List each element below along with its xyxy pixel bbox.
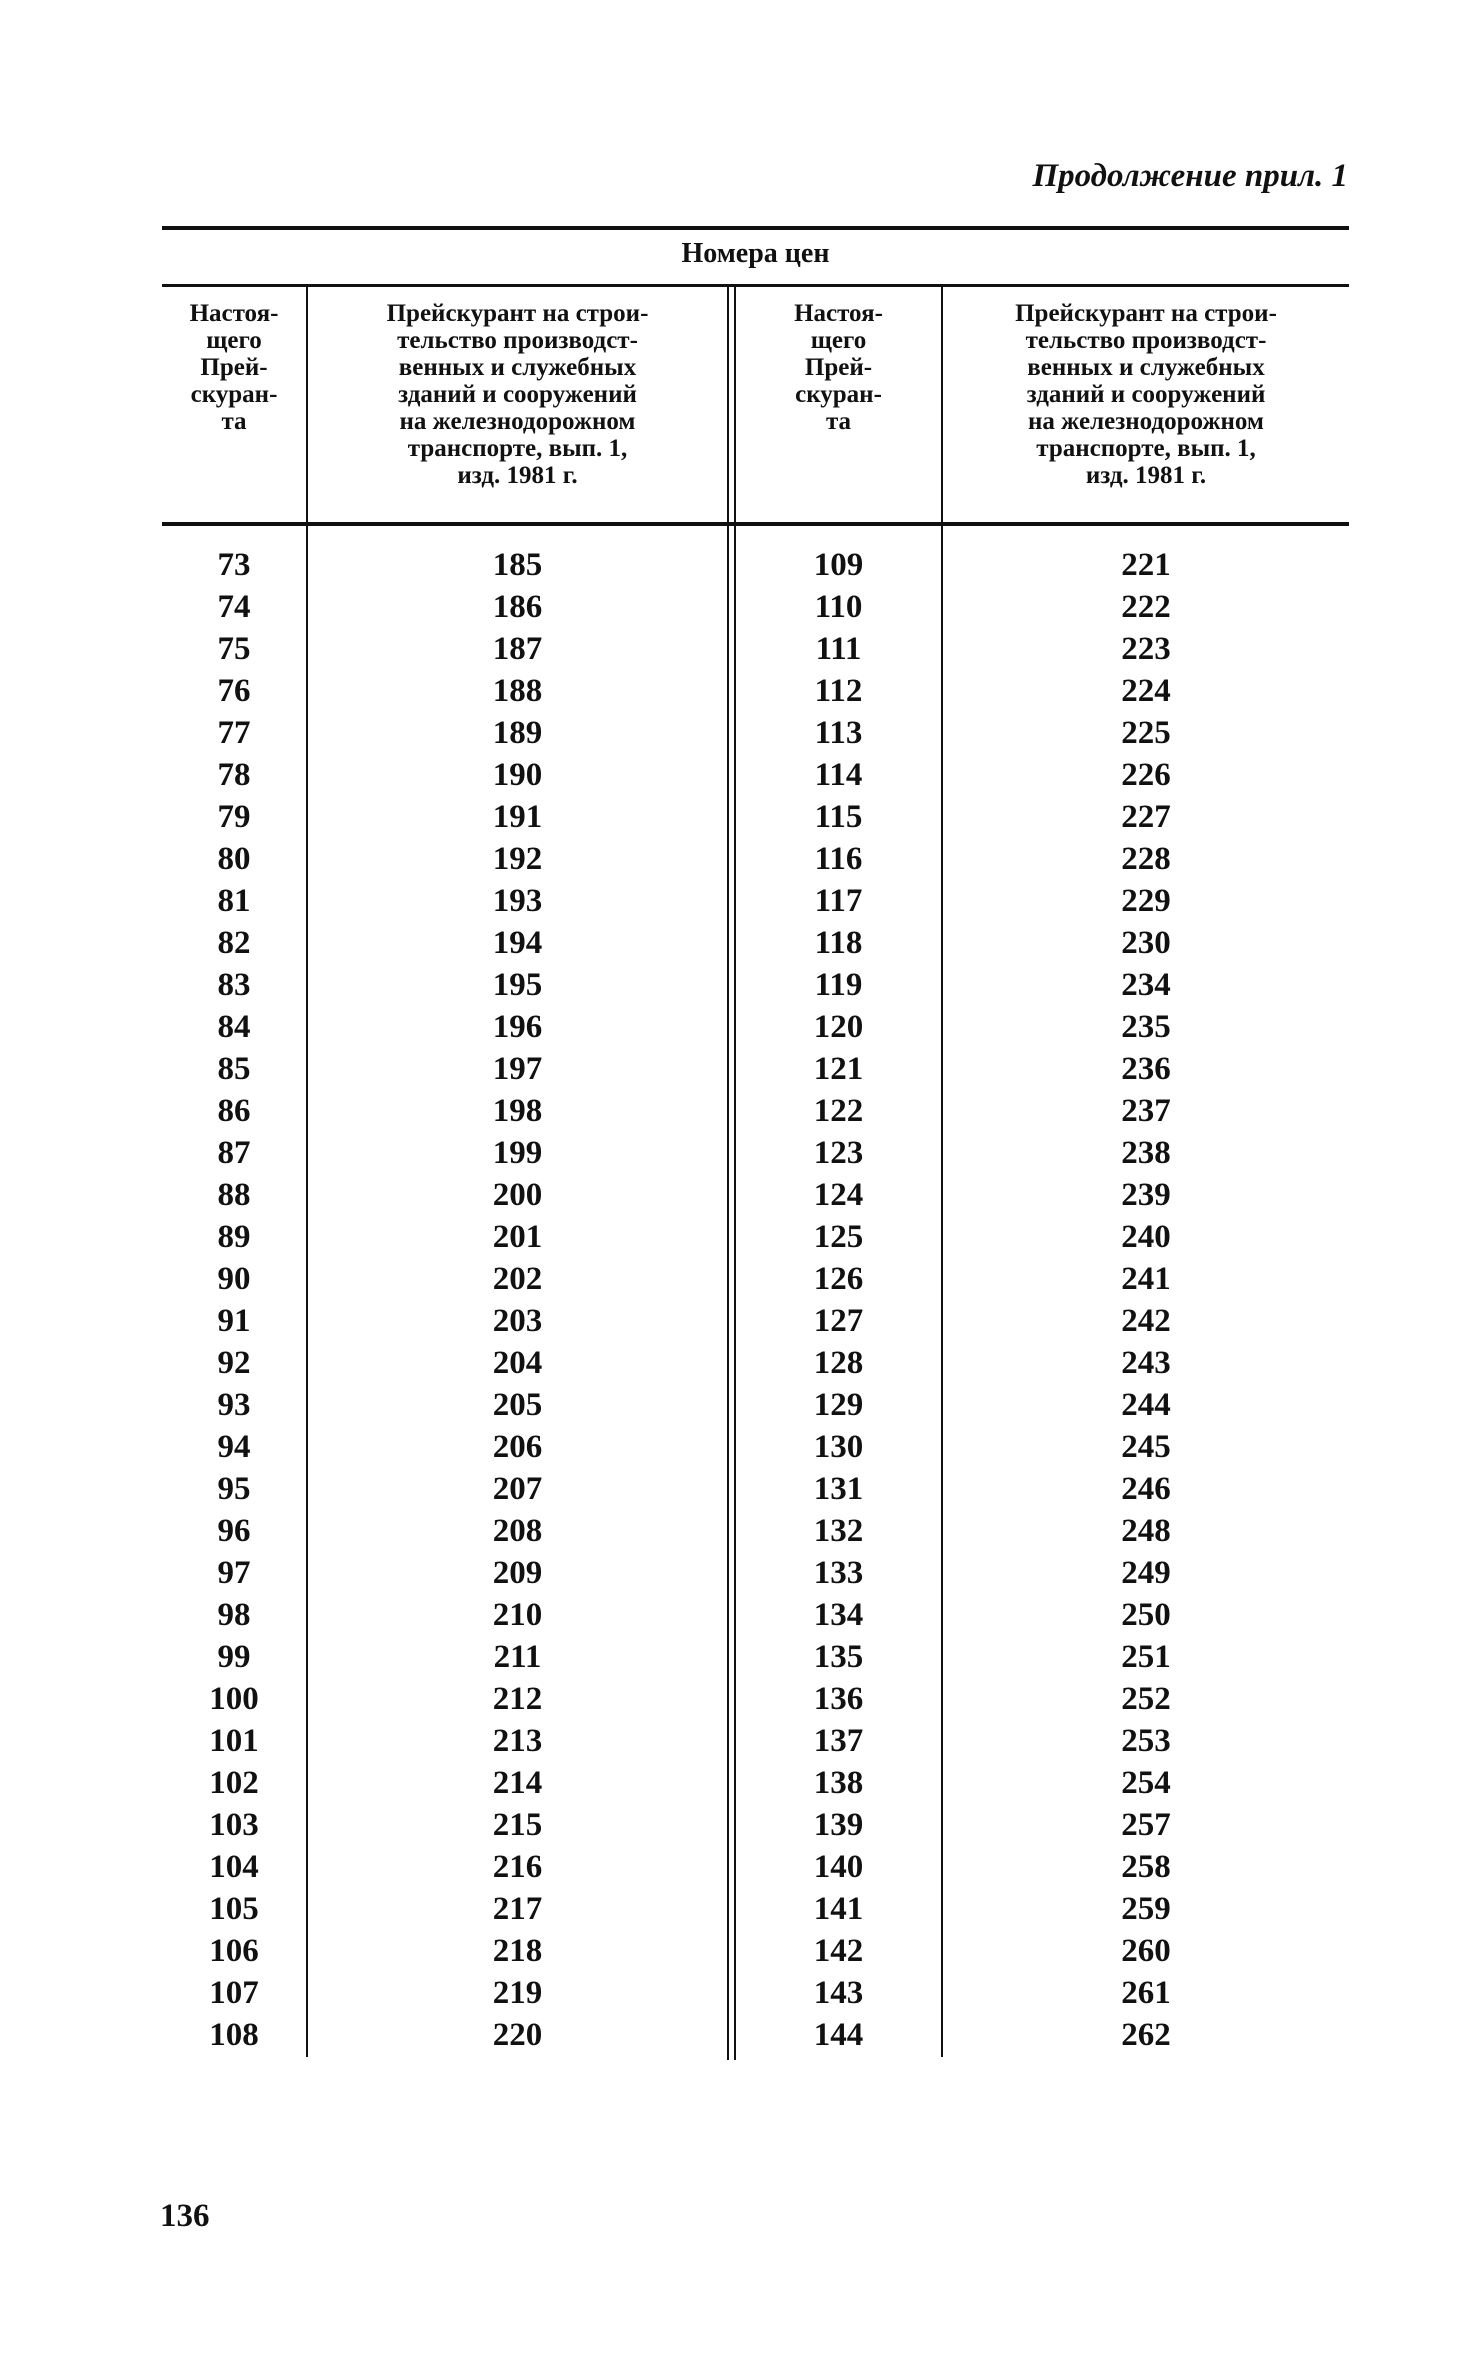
table-cell: 100 — [209, 1681, 259, 1717]
continuation-label: Продолжение прил. 1 — [1032, 158, 1348, 194]
table-cell: 209 — [492, 1555, 543, 1591]
table-cell: 196 — [492, 1009, 543, 1045]
table-cell: 129 — [813, 1387, 864, 1423]
table-cell: 115 — [814, 799, 863, 835]
header-bottom-rule — [162, 522, 1349, 526]
table-cell: 216 — [492, 1849, 543, 1885]
table-cell: 103 — [209, 1807, 259, 1843]
table-cell: 143 — [813, 1975, 864, 2011]
table-cell: 219 — [492, 1975, 543, 2011]
table-top-rule — [162, 226, 1349, 230]
table-cell: 142 — [813, 1933, 864, 1969]
column-right-pricelist — [943, 544, 1349, 2056]
table-cell: 140 — [813, 1849, 864, 1885]
table-cell: 80 — [217, 841, 251, 877]
table-cell: 236 — [1121, 1051, 1171, 1087]
table-cell: 244 — [1121, 1387, 1171, 1423]
header-current-pricelist: Настоя- щего Прей- скуран- та — [189, 300, 279, 435]
table-cell: 250 — [1121, 1597, 1171, 1633]
table-cell: 224 — [1121, 673, 1171, 709]
table-cell: 253 — [1121, 1723, 1171, 1759]
table-cell: 190 — [492, 757, 543, 793]
column-left-pricelist — [308, 544, 727, 2056]
table-cell: 92 — [217, 1345, 251, 1381]
table-cell: 185 — [492, 547, 543, 583]
table-cell: 192 — [492, 841, 543, 877]
table-cell: 74 — [217, 589, 251, 625]
table-cell: 119 — [814, 967, 863, 1003]
table-cell: 95 — [217, 1471, 251, 1507]
table-cell: 73 — [217, 547, 251, 583]
table-cell: 89 — [217, 1219, 251, 1255]
table-cell: 132 — [813, 1513, 864, 1549]
table-cell: 195 — [492, 967, 543, 1003]
column-left-current — [162, 544, 306, 2056]
header-railway-pricelist-right: Прейскурант на строи- тельство производст- венных и служебных зданий и сооружений на железнодорожном транспорте, вып. 1, изд. 1981 г. — [1015, 300, 1277, 489]
table-cell: 137 — [813, 1723, 864, 1759]
table-cell: 102 — [209, 1765, 259, 1801]
column-right-current — [736, 544, 941, 2056]
table-cell: 229 — [1121, 883, 1171, 919]
table-cell: 249 — [1121, 1555, 1171, 1591]
table-cell: 94 — [217, 1429, 251, 1465]
table-cell: 109 — [813, 547, 864, 583]
table-center-double-divider — [727, 287, 736, 2060]
table-cell: 134 — [813, 1597, 864, 1633]
table-cell: 228 — [1121, 841, 1171, 877]
table-cell: 218 — [492, 1933, 543, 1969]
table-cell: 186 — [492, 589, 543, 625]
table-cell: 85 — [217, 1051, 251, 1087]
table-cell: 128 — [813, 1345, 864, 1381]
table-cell: 131 — [813, 1471, 864, 1507]
table-cell: 225 — [1121, 715, 1171, 751]
table-cell: 97 — [217, 1555, 251, 1591]
table-cell: 215 — [492, 1807, 543, 1843]
table-cell: 235 — [1121, 1009, 1171, 1045]
table-cell: 211 — [493, 1639, 542, 1675]
table-cell: 82 — [217, 925, 251, 961]
table-cell: 90 — [217, 1261, 251, 1297]
table-cell: 136 — [813, 1681, 864, 1717]
table-cell: 213 — [492, 1723, 543, 1759]
table-cell: 107 — [209, 1975, 259, 2011]
table-cell: 133 — [813, 1555, 864, 1591]
table-cell: 93 — [217, 1387, 251, 1423]
table-cell: 81 — [217, 883, 251, 919]
table-cell: 222 — [1121, 589, 1171, 625]
table-cell: 223 — [1121, 631, 1171, 667]
table-cell: 227 — [1121, 799, 1171, 835]
table-cell: 252 — [1121, 1681, 1171, 1717]
table-cell: 207 — [492, 1471, 543, 1507]
table-cell: 260 — [1121, 1933, 1171, 1969]
table-cell: 96 — [217, 1513, 251, 1549]
table-cell: 237 — [1121, 1093, 1171, 1129]
table-cell: 258 — [1121, 1849, 1171, 1885]
table-cell: 199 — [492, 1135, 543, 1171]
table-cell: 248 — [1121, 1513, 1171, 1549]
table-cell: 79 — [217, 799, 251, 835]
table-cell: 77 — [217, 715, 251, 751]
table-cell: 200 — [492, 1177, 543, 1213]
table-cell: 241 — [1121, 1261, 1171, 1297]
table-cell: 135 — [813, 1639, 864, 1675]
table-cell: 221 — [1121, 547, 1171, 583]
page-number: 136 — [160, 2198, 210, 2234]
table-cell: 83 — [217, 967, 251, 1003]
table-cell: 126 — [813, 1261, 864, 1297]
table-cell: 106 — [209, 1933, 259, 1969]
table-cell: 104 — [209, 1849, 259, 1885]
table-cell: 226 — [1121, 757, 1171, 793]
table-cell: 98 — [217, 1597, 251, 1633]
table-cell: 113 — [814, 715, 863, 751]
table-cell: 238 — [1121, 1135, 1171, 1171]
table-cell: 205 — [492, 1387, 543, 1423]
table-cell: 259 — [1121, 1891, 1171, 1927]
table-cell: 214 — [492, 1765, 543, 1801]
table-cell: 84 — [217, 1009, 251, 1045]
table-cell: 197 — [492, 1051, 543, 1087]
table-cell: 188 — [492, 673, 543, 709]
table-cell: 125 — [813, 1219, 864, 1255]
table-cell: 254 — [1121, 1765, 1171, 1801]
table-cell: 198 — [492, 1093, 543, 1129]
table-cell: 245 — [1121, 1429, 1171, 1465]
table-cell: 141 — [813, 1891, 864, 1927]
table-cell: 88 — [217, 1177, 251, 1213]
table-cell: 230 — [1121, 925, 1171, 961]
table-cell: 240 — [1121, 1219, 1171, 1255]
table-cell: 261 — [1121, 1975, 1171, 2011]
table-cell: 208 — [492, 1513, 543, 1549]
table-cell: 117 — [814, 883, 863, 919]
table-cell: 130 — [813, 1429, 864, 1465]
table-cell: 123 — [813, 1135, 864, 1171]
table-cell: 87 — [217, 1135, 251, 1171]
table-cell: 193 — [492, 883, 543, 919]
table-cell: 212 — [492, 1681, 543, 1717]
header-current-pricelist-right: Настоя- щего Прей- скуран- та — [794, 300, 883, 435]
table-cell: 138 — [813, 1765, 864, 1801]
table-cell: 242 — [1121, 1303, 1171, 1339]
table-cell: 112 — [814, 673, 863, 709]
table-cell: 139 — [813, 1807, 864, 1843]
table-cell: 234 — [1121, 967, 1171, 1003]
table-cell: 78 — [217, 757, 251, 793]
table-cell: 116 — [814, 841, 863, 877]
table-cell: 111 — [815, 631, 862, 667]
table-cell: 251 — [1121, 1639, 1171, 1675]
table-cell: 99 — [217, 1639, 251, 1675]
table-group-title: Номера цен — [681, 238, 830, 269]
table-cell: 86 — [217, 1093, 251, 1129]
table-cell: 101 — [209, 1723, 259, 1759]
table-cell: 262 — [1121, 2017, 1171, 2053]
table-cell: 108 — [209, 2017, 259, 2053]
table-cell: 122 — [813, 1093, 864, 1129]
table-cell: 75 — [217, 631, 251, 667]
table-cell: 194 — [492, 925, 543, 961]
table-cell: 144 — [813, 2017, 864, 2053]
table-cell: 187 — [492, 631, 543, 667]
table-cell: 76 — [217, 673, 251, 709]
table-cell: 120 — [813, 1009, 864, 1045]
table-cell: 201 — [492, 1219, 543, 1255]
table-cell: 217 — [492, 1891, 543, 1927]
table-cell: 257 — [1121, 1807, 1171, 1843]
table-cell: 204 — [492, 1345, 543, 1381]
table-cell: 243 — [1121, 1345, 1171, 1381]
table-cell: 124 — [813, 1177, 864, 1213]
table-cell: 239 — [1121, 1177, 1171, 1213]
table-cell: 114 — [814, 757, 863, 793]
table-cell: 105 — [209, 1891, 259, 1927]
table-cell: 110 — [814, 589, 863, 625]
table-cell: 118 — [814, 925, 863, 961]
table-cell: 91 — [217, 1303, 251, 1339]
table-cell: 203 — [492, 1303, 543, 1339]
table-cell: 246 — [1121, 1471, 1171, 1507]
table-cell: 191 — [492, 799, 543, 835]
group-title-rule — [162, 284, 1349, 287]
table-cell: 202 — [492, 1261, 543, 1297]
table-cell: 121 — [813, 1051, 864, 1087]
header-railway-pricelist: Прейскурант на строи- тельство производст- венных и служебных зданий и сооружений на железнодорожном транспорте, вып. 1, изд. 1981 г. — [386, 300, 649, 489]
table-cell: 206 — [492, 1429, 543, 1465]
table-cell: 127 — [813, 1303, 864, 1339]
table-cell: 189 — [492, 715, 543, 751]
table-cell: 220 — [492, 2017, 543, 2053]
table-cell: 210 — [492, 1597, 543, 1633]
